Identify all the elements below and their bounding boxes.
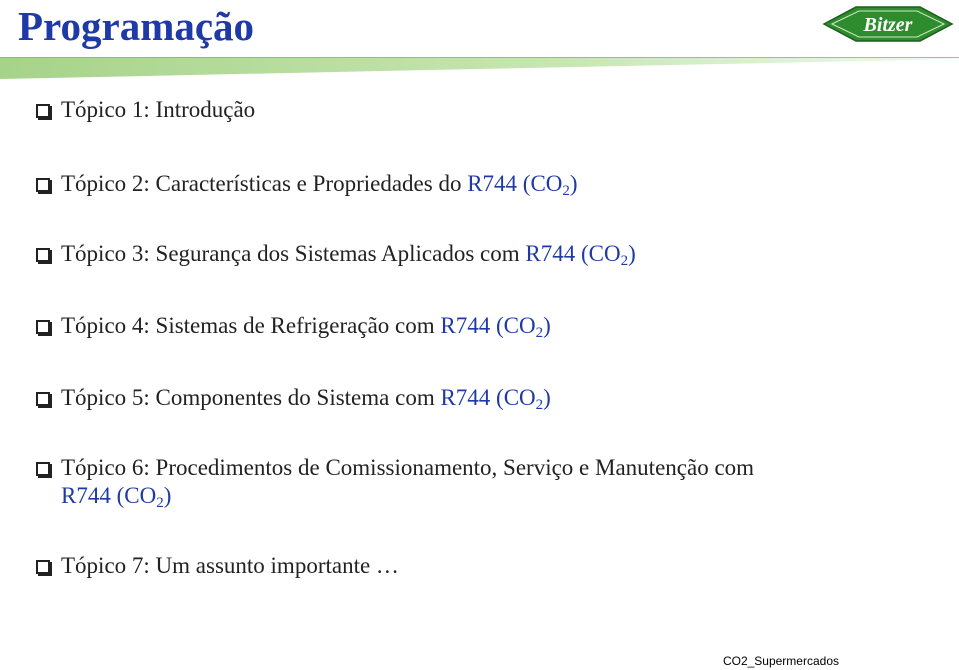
page-title: Programação [18,3,255,49]
topic-5: Tópico 5: Componentes do Sistema com R744 $(CO_2)$ [36,384,551,412]
footer-label: CO2_Supermercados [722,654,839,668]
checkbox-bullet-icon [36,560,50,574]
checkbox-bullet-icon [36,248,50,262]
bitzer-logo [822,4,954,44]
svg-text:Bitzer: Bitzer [863,14,913,36]
checkbox-bullet-icon [36,104,50,118]
topic-2: Tópico 2: Características e Propriedades do R744 $(CO_2)$ [36,170,578,198]
checkbox-bullet-icon [36,392,50,406]
topic-6-continuation: R744 $(CO_2)$ [61,483,172,511]
checkbox-bullet-icon [36,462,50,476]
topic-4: Tópico 4: Sistemas de Refrigeração com R744 $(CO_2)$ [36,312,551,340]
checkbox-bullet-icon [36,178,50,192]
topic-6: Tópico 6: Procedimentos de Comissionamento, Serviço e Manutenção com [36,454,754,482]
topic-3: Tópico 3: Segurança dos Sistemas Aplicados com R744 $(CO_2)$ [36,240,636,268]
topic-1: Tópico 1: Introdução [36,96,255,124]
checkbox-bullet-icon [36,320,50,334]
topic-7: Tópico 7: Um assunto importante … [36,552,399,580]
header-bar [0,57,959,79]
